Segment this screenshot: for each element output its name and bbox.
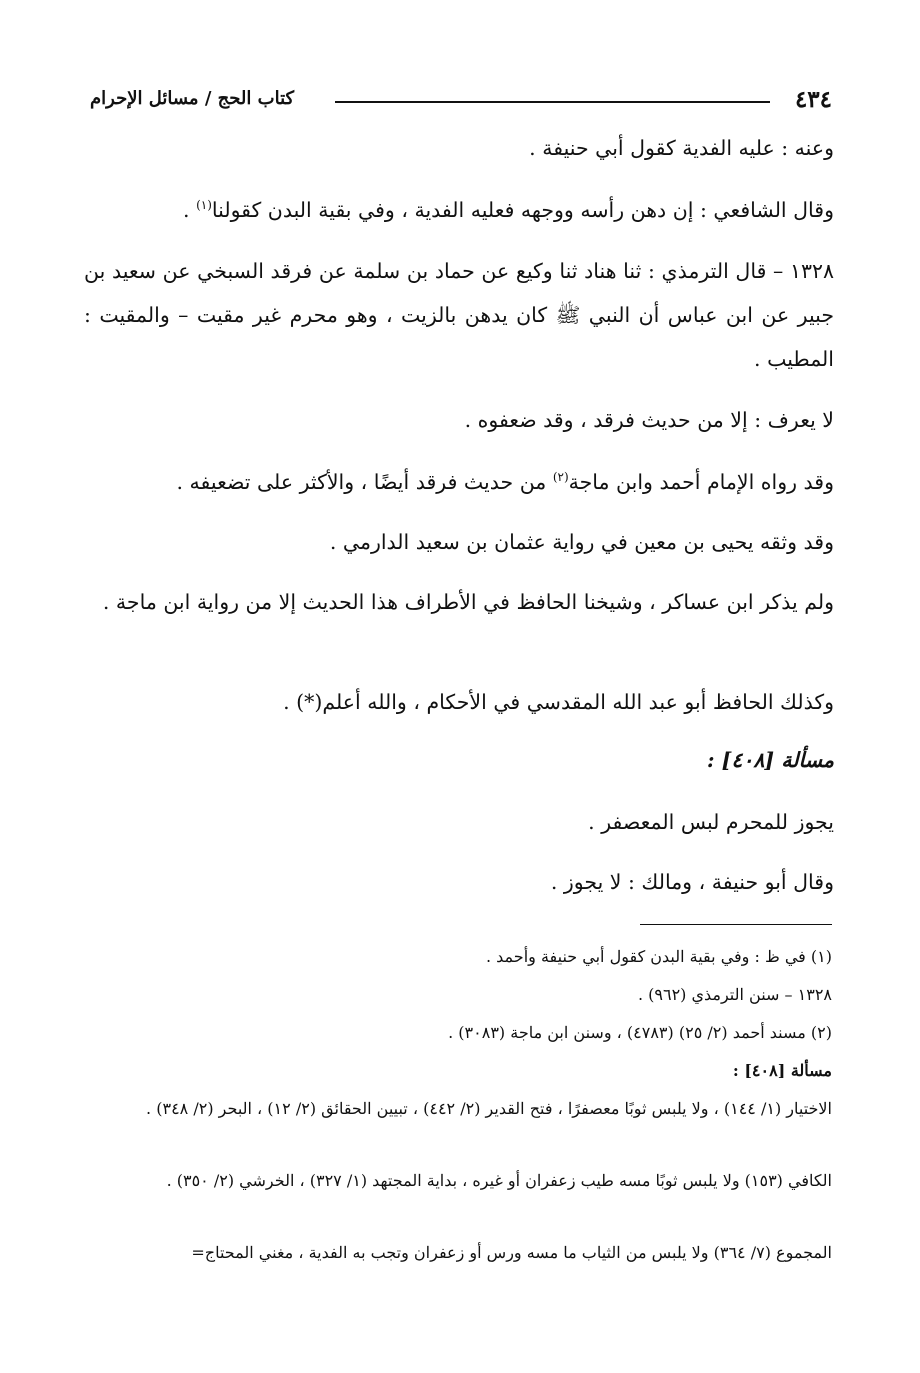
footnote-masala-heading: مسألة [٤٠٨] :: [732, 1061, 832, 1080]
paragraph-1: وعنه : عليه الفدية كقول أبي حنيفة .: [529, 136, 834, 160]
page-header: [90, 86, 832, 118]
footnote-separator: [640, 924, 832, 925]
paragraph-5-text: وقد رواه الإمام أحمد وابن ماجة: [568, 470, 834, 494]
paragraph-8: وكذلك الحافظ أبو عبد الله المقدسي في الأحكام ، والله أعلم(*) .: [283, 690, 834, 714]
footnote-2: (٢) مسند أحمد (٢/ ٢٥) (٤٧٨٣) ، وسنن ابن ماجة (٣٠٨٣) .: [448, 1023, 832, 1042]
paragraph-2: [84, 188, 834, 232]
paragraph-2-end: .: [183, 198, 197, 222]
footnote-1328: ١٣٢٨ – سنن الترمذي (٩٦٢) .: [637, 985, 832, 1004]
paragraph-9: يجوز للمحرم لبس المعصفر .: [588, 810, 834, 834]
footnote-maliki-refs: الكافي (١٥٣) ولا يلبس ثوبًا مسه طيب زعفران أو غيره ، بداية المجتهد (١/ ٣٢٧) ، الخرشي (٢/ ٣٥٠) .: [166, 1171, 832, 1190]
page-number: ٤٣٤: [794, 86, 832, 113]
footnote-ref-2: (٢): [552, 470, 569, 485]
hadith-1328: ١٣٢٨ – قال الترمذي : ثنا هناد ثنا وكيع عن حماد بن سلمة عن فرقد السبخي عن سعيد بن جبير عن ابن عباس أن النبي ﷺ كان يدهن بالزيت ، وهو محرم غير مقيت – والمقيت : المطيب .: [84, 259, 834, 371]
paragraph-5: [84, 460, 834, 504]
paragraph-6: وقد وثقه يحيى بن معين في رواية عثمان بن سعيد الدارمي .: [329, 530, 834, 554]
footnote-1: (١) في ظ : وفي بقية البدن كقول أبي حنيفة وأحمد .: [485, 947, 832, 966]
footnote-shafii-refs: المجموع (٧/ ٣٦٤) ولا يلبس من الثياب ما مسه ورس أو زعفران وتجب به الفدية ، مغني المحتاج=: [191, 1243, 832, 1262]
running-title: كتاب الحج / مسائل الإحرام: [90, 88, 295, 109]
paragraph-7: ولم يذكر ابن عساكر ، وشيخنا الحافظ في الأطراف هذا الحديث إلا من رواية ابن ماجة .: [102, 590, 834, 614]
header-rule: [335, 101, 770, 103]
paragraph-2-text: وقال الشافعي : إن دهن رأسه ووجهه فعليه الفدية ، وفي بقية البدن كقولنا: [211, 198, 834, 222]
paragraph-4: لا يعرف : إلا من حديث فرقد ، وقد ضعفوه .: [464, 408, 834, 432]
paragraph-10: وقال أبو حنيفة ، ومالك : لا يجوز .: [550, 870, 834, 894]
paragraph-5-end: من حديث فرقد أيضًا ، والأكثر على تضعيفه .: [176, 470, 553, 494]
masala-heading: مسألة [٤٠٨] :: [706, 748, 834, 772]
footnote-hanafi-refs: الاختيار (١/ ١٤٤) ، ولا يلبس ثوبًا معصفرًا ، فتح القدير (٢/ ٤٤٢) ، تبيين الحقائق (٢/ ١٢) ، البحر (٢/ ٣٤٨) .: [146, 1099, 832, 1118]
footnote-ref-1: (١): [196, 198, 212, 213]
